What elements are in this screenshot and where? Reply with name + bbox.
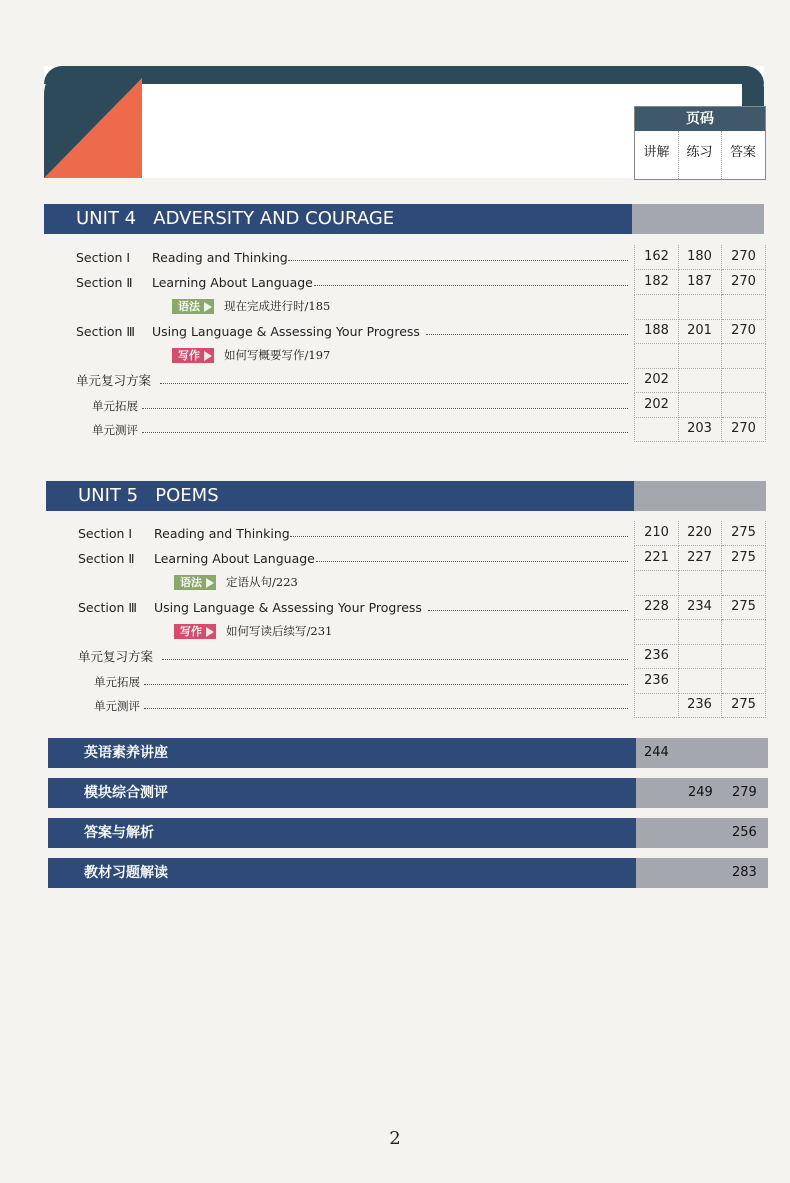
- u5-grammar-tag: 语法: [174, 575, 216, 590]
- section-bar-title: 模块综合测评: [84, 785, 168, 801]
- u5-row2-answer: 275: [722, 546, 766, 571]
- u4-row8-lecture: [634, 417, 679, 442]
- u4-row6-lecture: 202: [634, 368, 679, 393]
- u4-section3-entry[interactable]: [76, 323, 420, 341]
- leader-dots: [428, 610, 628, 611]
- u5-row5-practice: [678, 620, 722, 645]
- u4-section1-label: Section Ⅰ: [76, 250, 131, 265]
- u4-row8-answer: 270: [722, 417, 766, 442]
- u4-writing-text[interactable]: 如何写概要写作/197: [224, 348, 331, 362]
- u5-row4-lecture: 228: [634, 595, 679, 620]
- u4-section2-name: Learning About Language: [152, 275, 313, 290]
- section-bar-title: 答案与解析: [84, 825, 154, 841]
- u5-grammar-text[interactable]: 定语从句/223: [226, 575, 298, 589]
- u5-section3-label: Section Ⅲ: [78, 600, 138, 615]
- leader-dots: [314, 285, 628, 286]
- u5-row2-practice: 227: [678, 546, 722, 571]
- u5-row7-answer: [722, 669, 766, 694]
- section-bar-answers-analysis[interactable]: [48, 818, 768, 848]
- u5-row3-answer: [722, 571, 766, 596]
- column-label-lecture: 讲解: [635, 131, 679, 179]
- u5-review-entry[interactable]: 单元复习方案: [78, 649, 154, 664]
- section-bar-title: 教材习题解读: [84, 865, 168, 881]
- section-bar-page-answer: 283: [732, 865, 757, 880]
- u4-section1-entry[interactable]: [76, 249, 288, 267]
- u5-section3-name: Using Language & Assessing Your Progress: [154, 600, 422, 615]
- u5-row7-lecture: 236: [634, 669, 679, 694]
- u5-extension-entry[interactable]: 单元拓展: [94, 675, 140, 689]
- leader-dots: [316, 561, 628, 562]
- section-bar-literacy-lecture[interactable]: [48, 738, 768, 768]
- column-label-practice: 练习: [678, 131, 722, 179]
- u4-section1-name: Reading and Thinking: [152, 250, 288, 265]
- u4-row1-lecture: 162: [634, 245, 679, 270]
- u5-row8-lecture: [634, 693, 679, 718]
- u4-row2-practice: 187: [678, 270, 722, 295]
- u4-assessment-entry[interactable]: 单元测评: [92, 423, 138, 437]
- u4-row6-practice: [678, 368, 722, 393]
- unit-4-header: [44, 204, 764, 234]
- u4-grammar-text[interactable]: 现在完成进行时/185: [224, 299, 331, 313]
- section-bar-page-practice: 249: [688, 785, 713, 800]
- leader-dots: [162, 659, 628, 660]
- unit-5-header: [46, 481, 766, 511]
- u4-row1-answer: 270: [722, 245, 766, 270]
- u5-section2-label: Section Ⅱ: [78, 551, 135, 566]
- u4-row7-practice: [678, 393, 722, 418]
- unit-4-header-shade: [632, 204, 764, 234]
- page-number: 2: [389, 1128, 401, 1149]
- u5-writing-tag: 写作: [174, 624, 216, 639]
- u4-review-entry[interactable]: 单元复习方案: [76, 373, 152, 388]
- u5-section1-name: Reading and Thinking: [154, 526, 290, 541]
- u4-row5-lecture: [634, 344, 679, 369]
- u5-section1-entry[interactable]: [78, 525, 290, 543]
- u5-row5-answer: [722, 620, 766, 645]
- page-code-title: 页码: [635, 107, 765, 131]
- u5-row8-answer: 275: [722, 693, 766, 718]
- u4-section2-entry[interactable]: [76, 274, 313, 292]
- u4-row7-answer: [722, 393, 766, 418]
- u4-row2-lecture: 182: [634, 270, 679, 295]
- u4-section3-name: Using Language & Assessing Your Progress: [152, 324, 420, 339]
- u4-section3-label: Section Ⅲ: [76, 324, 136, 339]
- u4-row5-practice: [678, 344, 722, 369]
- section-bar-page-lecture: 244: [644, 745, 669, 760]
- u5-row4-practice: 234: [678, 595, 722, 620]
- u5-row6-lecture: 236: [634, 644, 679, 669]
- u5-row4-answer: 275: [722, 595, 766, 620]
- u4-row3-lecture: [634, 295, 679, 320]
- u5-section2-entry[interactable]: [78, 550, 315, 568]
- u4-writing-tag: 写作: [172, 348, 214, 363]
- section-bar-module-test[interactable]: [48, 778, 768, 808]
- u5-row3-practice: [678, 571, 722, 596]
- u5-row7-practice: [678, 669, 722, 694]
- orange-triangle-decoration: [44, 78, 142, 178]
- u4-row3-practice: [678, 295, 722, 320]
- leader-dots: [426, 334, 628, 335]
- u4-section2-label: Section Ⅱ: [76, 275, 133, 290]
- u4-extension-entry[interactable]: 单元拓展: [92, 399, 138, 413]
- u4-row4-practice: 201: [678, 319, 722, 344]
- u4-row4-lecture: 188: [634, 319, 679, 344]
- u4-row7-lecture: 202: [634, 393, 679, 418]
- column-label-answer: 答案: [729, 145, 756, 160]
- u5-row3-lecture: [634, 571, 679, 596]
- section-bar-page-answer: 256: [732, 825, 757, 840]
- u5-writing-text[interactable]: 如何写读后续写/231: [226, 624, 333, 638]
- leader-dots: [144, 708, 628, 709]
- page-code-legend: [634, 106, 766, 180]
- u5-row6-practice: [678, 644, 722, 669]
- u4-row3-answer: [722, 295, 766, 320]
- section-bar-title: 英语素养讲座: [84, 745, 168, 761]
- u4-grammar-tag: 语法: [172, 299, 214, 314]
- unit-5-title: UNIT 5 POEMS: [78, 485, 219, 506]
- leader-dots: [142, 432, 628, 433]
- u5-row5-lecture: [634, 620, 679, 645]
- u5-section2-name: Learning About Language: [154, 551, 315, 566]
- u5-section1-label: Section Ⅰ: [78, 526, 133, 541]
- u5-row1-practice: 220: [678, 521, 722, 546]
- u5-assessment-entry[interactable]: 单元测评: [94, 699, 140, 713]
- u5-row1-answer: 275: [722, 521, 766, 546]
- unit-4-title: UNIT 4 ADVERSITY AND COURAGE: [76, 208, 395, 229]
- u4-row5-answer: [722, 344, 766, 369]
- leader-dots: [288, 260, 628, 261]
- u4-row4-answer: 270: [722, 319, 766, 344]
- u4-row1-practice: 180: [678, 245, 722, 270]
- u5-row8-practice: 236: [678, 693, 722, 718]
- section-bar-page-answer: 279: [732, 785, 757, 800]
- u4-row2-answer: 270: [722, 270, 766, 295]
- u4-row6-answer: [722, 368, 766, 393]
- u5-section3-entry[interactable]: [78, 599, 422, 617]
- unit-5-header-shade: [634, 481, 766, 511]
- section-bar-textbook-exercises[interactable]: [48, 858, 768, 888]
- header-banner-top: [44, 66, 764, 84]
- leader-dots: [142, 408, 628, 409]
- u5-row2-lecture: 221: [634, 546, 679, 571]
- leader-dots: [290, 536, 628, 537]
- leader-dots: [144, 684, 628, 685]
- u5-row6-answer: [722, 644, 766, 669]
- leader-dots: [160, 383, 628, 384]
- u5-row1-lecture: 210: [634, 521, 679, 546]
- u4-row8-practice: 203: [678, 417, 722, 442]
